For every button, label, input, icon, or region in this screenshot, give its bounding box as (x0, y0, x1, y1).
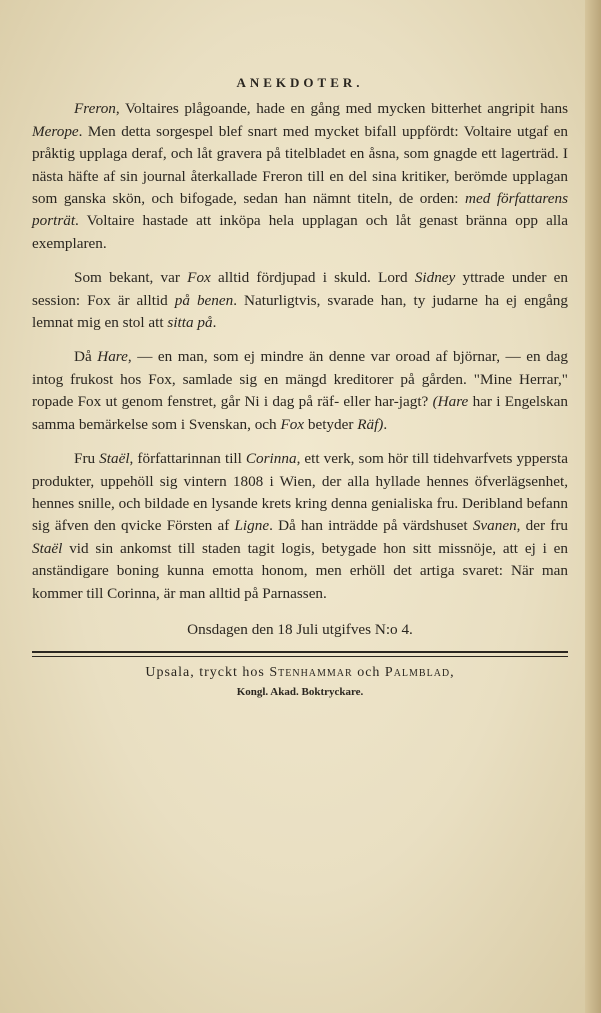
printer-imprint (32, 663, 568, 702)
text: Som bekant, var (74, 269, 188, 287)
name-merope: Merope (32, 122, 79, 140)
document-page (32, 72, 568, 702)
quote-pa-benen: på benen (174, 291, 234, 309)
name-freron: Freron (74, 100, 116, 118)
name-svanen: Svanen (472, 517, 517, 535)
name-stael: Staël (99, 450, 130, 468)
text: . (212, 314, 217, 332)
text: , der fru (516, 517, 568, 535)
text: . Naturligtvis, svarade han, ty judarne ha ej engång lemnat mig en stol att (32, 291, 568, 332)
imprint-line-2: Kongl. Akad. Boktryckare. (236, 686, 364, 699)
text: och (352, 665, 385, 681)
text: yttrade under en session: Fox är alltid (32, 269, 568, 309)
imprint-line-1 (145, 665, 454, 680)
anecdote-hare (32, 346, 568, 436)
publication-notice: Onsdagen den 18 Juli utgifves N:o 4. (187, 620, 413, 638)
text: , — en man, som ej mindre än denne var oroad af björnar, — en dag intog frukost hos Fox, samlade sig en mängd kreditorer på gården. "Mine Herrar," ropade Fox ut genom fenstret, går Ni i dag på räf- eller har-jagt? (32, 348, 568, 411)
text: . Men detta sorgespel blef snart med mycket bifall uppfördt: Voltaire utgaf en pråktig upplaga deraf, och låt gravera på titelbladet en åsna, som gnagde ett lagerträd. I nästa häfte af sin journal återkallade Freron till en del sina kritiker, berömde upplagan som ganska skön, och bifogade, sedan han nämnt titeln, de orden: (32, 122, 568, 208)
text: . Voltaire hastade att inköpa hela upplagan och låt genast bränna opp alla exemplaren. (32, 212, 568, 252)
name-ligne: Ligne (234, 517, 270, 535)
quote-hare: (Hare (432, 393, 469, 411)
text: . Då han inträdde på värdshuset (269, 517, 473, 535)
text: , (450, 665, 455, 681)
name-stael: Staël (32, 539, 63, 557)
anecdote-freron (32, 98, 568, 255)
double-rule-divider (32, 651, 568, 657)
quote-sitta-pa: sitta på (167, 314, 213, 332)
page-heading: ANEKDOTER. (236, 75, 364, 90)
page-spine-edge (585, 0, 601, 1013)
text: , författarinnan till (129, 450, 246, 468)
anecdote-stael (32, 448, 568, 605)
text: betyder (304, 415, 358, 433)
text: , Voltaires plågoande, hade en gång med mycken bitterhet angripit hans (115, 100, 568, 118)
text: alltid fördjupad i skuld. Lord (210, 269, 415, 287)
name-fox: Fox (187, 269, 211, 287)
quote-portrait: med författarens porträt (32, 190, 569, 230)
text: Upsala, tryckt hos (145, 665, 270, 681)
printer-stenhammar: Stenhammar (269, 665, 353, 681)
quote-raf: Räf) (357, 415, 384, 433)
name-hare: Hare (97, 348, 128, 366)
text: har i Engelskan samma bemärkelse som i Svenskan, och (32, 393, 568, 433)
text: vid sin ankomst till staden tagit logis, betygade hon sitt missnöje, att ej i en anständigare boning kunna emotta honom, men erhöll det artiga svaret: När man kommer till Corinna, är man alltid på Parnassen. (32, 539, 568, 602)
name-sidney: Sidney (414, 269, 456, 287)
text: . (383, 415, 388, 433)
text: , ett verk, som hör till tidehvarfvets yppersta produkter, uppehöll sig vintern 1808 i Wien, der alla hyllade hennes öfverlägsenhet, hennes snille, och bildade en lysande krets kring denna genialiska fru. Deribland befann sig äfven den qvicke Försten af (32, 450, 568, 535)
quote-fox: Fox (280, 415, 305, 433)
text: Fru (74, 450, 100, 468)
name-corinna: Corinna (245, 450, 297, 468)
text: Då (74, 348, 98, 366)
printer-palmblad: Palmblad (384, 665, 451, 681)
anecdote-fox-sidney (32, 267, 568, 334)
